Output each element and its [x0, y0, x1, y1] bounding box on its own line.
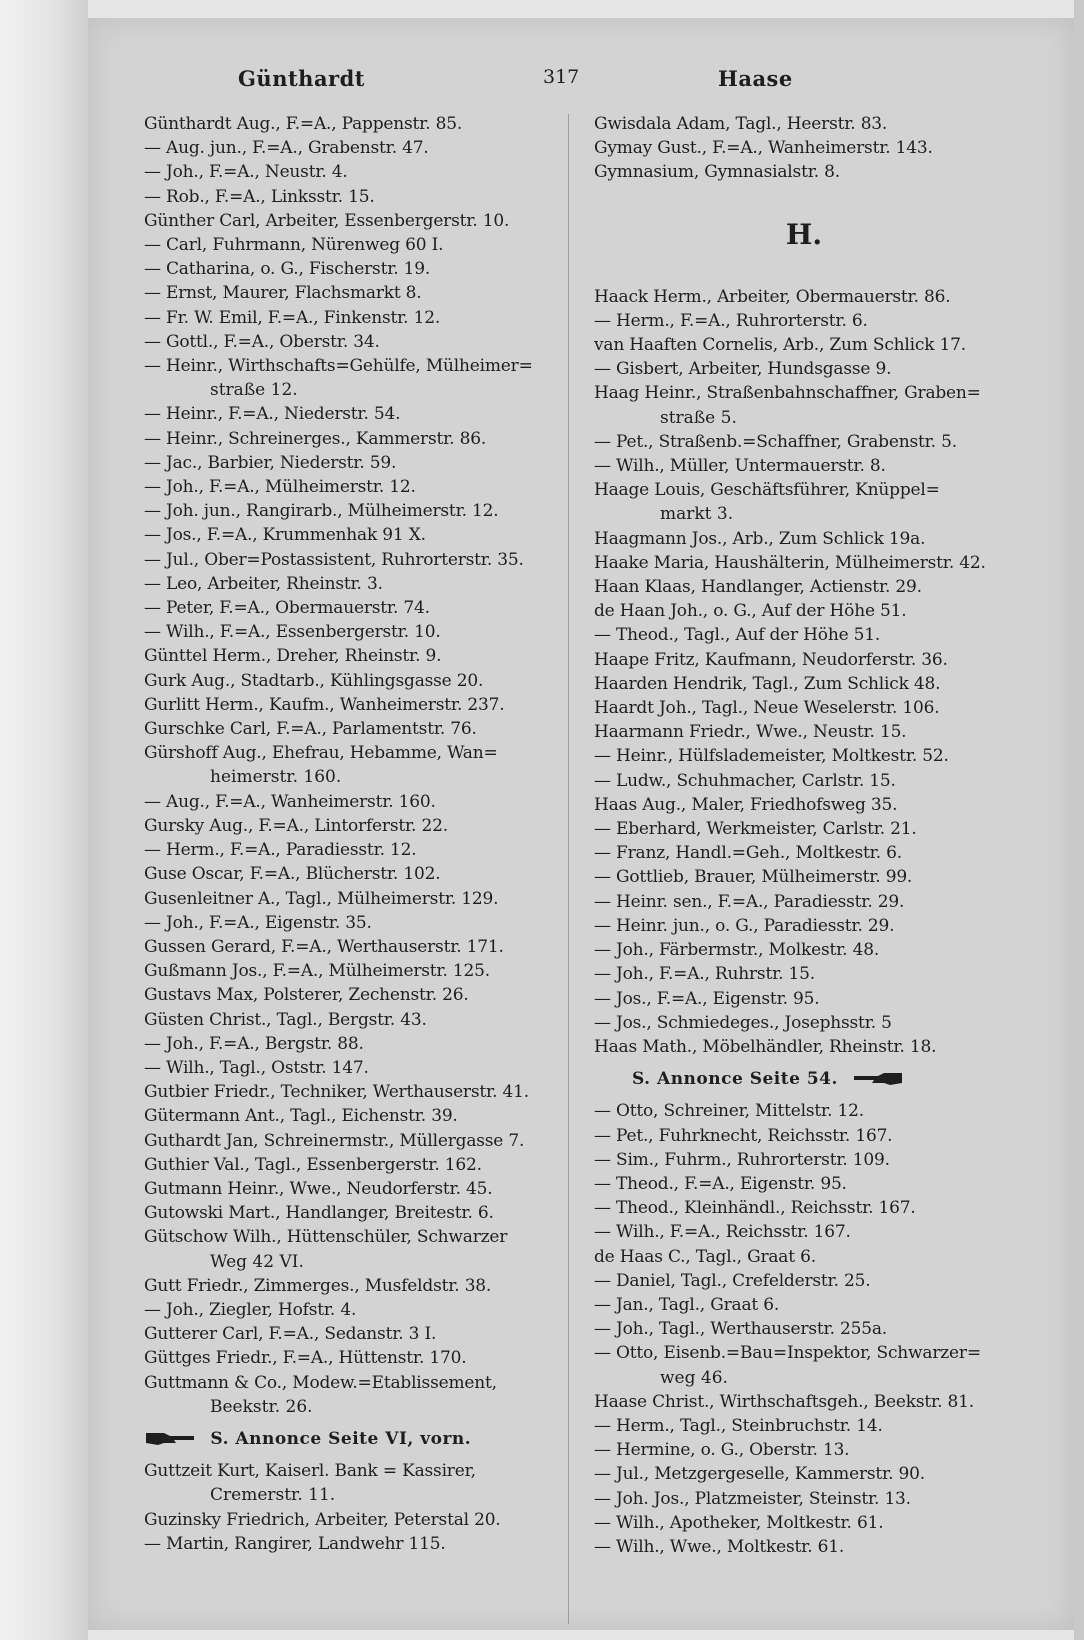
- list-item-continuation: Weg 42 VI.: [210, 1251, 304, 1272]
- list-item: — Joh. jun., Rangirarb., Mülheimerstr. 12.: [144, 501, 499, 522]
- entry-group: [594, 527, 1014, 1059]
- list-item: Gustavs Max, Polsterer, Zechenstr. 26.: [144, 985, 469, 1006]
- list-item: Haas Math., Möbelhändler, Rheinstr. 18.: [594, 1036, 937, 1057]
- list-item: — Fr. W. Emil, F.=A., Finkenstr. 12.: [144, 307, 441, 328]
- list-item: — Jos., F.=A., Krummenhak 91 X.: [144, 525, 426, 546]
- list-item: — Joh., F.=A., Neustr. 4.: [144, 162, 348, 183]
- list-item: — Theod., Kleinhändl., Reichsstr. 167.: [594, 1198, 916, 1219]
- entry-group: [594, 112, 1014, 185]
- list-item: — Gisbert, Arbeiter, Hundsgasse 9.: [594, 359, 892, 380]
- list-item: — Martin, Rangirer, Landwehr 115.: [144, 1533, 446, 1554]
- list-item: — Wilh., Tagl., Oststr. 147.: [144, 1057, 369, 1078]
- list-item-continuation: markt 3.: [660, 504, 734, 525]
- list-item: Haag Heinr., Straßenbahnschaffner, Graben=: [594, 383, 981, 404]
- list-item: Haack Herm., Arbeiter, Obermauerstr. 86.: [594, 286, 951, 307]
- list-item: — Heinr., Hülfslademeister, Moltkestr. 52.: [594, 746, 949, 767]
- list-item: Günther Carl, Arbeiter, Essenbergerstr. 10.: [144, 210, 510, 231]
- list-item: — Jos., F.=A., Eigenstr. 95.: [594, 988, 820, 1009]
- entry-group: [594, 1390, 1014, 1559]
- section-letter: H.: [785, 217, 823, 251]
- list-item: — Rob., F.=A., Linksstr. 15.: [144, 186, 375, 207]
- entry-group: [594, 430, 1014, 478]
- entry-group: [594, 285, 1014, 382]
- header-last-name: Haase: [718, 66, 793, 91]
- list-item: Günthardt Aug., F.=A., Pappenstr. 85.: [144, 114, 463, 134]
- list-item: — Wilh., Apotheker, Moltkestr. 61.: [594, 1512, 884, 1533]
- list-item: — Jul., Metzgergeselle, Kammerstr. 90.: [594, 1464, 925, 1485]
- advertisement-text: S. Annonce Seite VI, vorn.: [210, 1428, 472, 1449]
- list-item: Gütermann Ant., Tagl., Eichenstr. 39.: [144, 1106, 458, 1127]
- page-number: 317: [543, 66, 580, 88]
- list-item: — Joh. Jos., Platzmeister, Steinstr. 13.: [594, 1488, 911, 1509]
- list-item: — Ludw., Schuhmacher, Carlstr. 15.: [594, 770, 896, 791]
- list-item: — Herm., F.=A., Ruhrorterstr. 6.: [594, 310, 868, 331]
- list-item: — Jul., Ober=Postassistent, Ruhrorterstr. 35.: [144, 549, 524, 570]
- list-item: — Gottl., F.=A., Oberstr. 34.: [144, 331, 380, 352]
- list-item: — Otto, Eisenb.=Bau=Inspektor, Schwarzer=: [594, 1343, 981, 1364]
- list-item: — Joh., F.=A., Eigenstr. 35.: [144, 912, 372, 933]
- list-item: van Haaften Cornelis, Arb., Zum Schlick 17.: [594, 335, 966, 356]
- list-item: — Joh., F.=A., Bergstr. 88.: [144, 1033, 364, 1054]
- list-item: Haagmann Jos., Arb., Zum Schlick 19a.: [594, 528, 926, 549]
- list-item: — Joh., Tagl., Werthauserstr. 255a.: [594, 1319, 887, 1340]
- list-item: Haase Christ., Wirthschaftsgeh., Beekstr. 81.: [594, 1391, 974, 1412]
- list-item: Guttmann & Co., Modew.=Etablissement,: [144, 1372, 497, 1393]
- entry-group: [144, 112, 574, 354]
- list-item-continuation: straße 5.: [660, 407, 737, 428]
- list-item: — Theod., Tagl., Auf der Höhe 51.: [594, 625, 881, 646]
- list-item: — Jos., Schmiedeges., Josephsstr. 5: [594, 1012, 892, 1033]
- pointing-hand-icon: [852, 1069, 904, 1087]
- list-item: — Herm., F.=A., Paradiesstr. 12.: [144, 840, 417, 861]
- list-item: Gurlitt Herm., Kaufm., Wanheimerstr. 237.: [144, 694, 505, 715]
- list-item: — Theod., F.=A., Eigenstr. 95.: [594, 1173, 847, 1194]
- list-item: Haarmann Friedr., Wwe., Neustr. 15.: [594, 722, 907, 743]
- list-item: — Hermine, o. G., Oberstr. 13.: [594, 1440, 850, 1461]
- right-column: [594, 112, 1014, 1559]
- list-item-continuation: Beekstr. 26.: [210, 1396, 313, 1417]
- list-item: Guthardt Jan, Schreinermstr., Müllergasse 7.: [144, 1130, 525, 1151]
- list-item: — Jan., Tagl., Graat 6.: [594, 1294, 780, 1315]
- entry-group: [594, 1099, 1014, 1341]
- list-item: Gursky Aug., F.=A., Lintorferstr. 22.: [144, 815, 448, 836]
- entry-group: [144, 402, 574, 741]
- list-item: Haake Maria, Haushälterin, Mülheimerstr. 42.: [594, 552, 986, 573]
- list-item: de Haan Joh., o. G., Auf der Höhe 51.: [594, 601, 907, 622]
- list-item: — Sim., Fuhrm., Ruhrorterstr. 109.: [594, 1149, 890, 1170]
- advertisement-notice: [144, 1419, 574, 1459]
- entry-group: [144, 1508, 574, 1556]
- list-item: — Peter, F.=A., Obermauerstr. 74.: [144, 598, 430, 619]
- list-item: — Aug., F.=A., Wanheimerstr. 160.: [144, 791, 436, 812]
- list-item: Gütschow Wilh., Hüttenschüler, Schwarzer: [144, 1227, 508, 1248]
- list-item-continuation: weg 46.: [660, 1367, 728, 1388]
- page-edge-left: [0, 0, 88, 1640]
- list-item: — Catharina, o. G., Fischerstr. 19.: [144, 259, 431, 280]
- list-item: — Wilh., F.=A., Reichsstr. 167.: [594, 1222, 851, 1243]
- list-item: Gutmann Heinr., Wwe., Neudorferstr. 45.: [144, 1178, 493, 1199]
- list-item: Gymnasium, Gymnasialstr. 8.: [594, 162, 840, 183]
- list-item: — Pet., Straßenb.=Schaffner, Grabenstr. 5.: [594, 431, 957, 452]
- list-item: — Wilh., F.=A., Essenbergerstr. 10.: [144, 622, 441, 643]
- left-column: [144, 112, 574, 1556]
- address-book-page: [88, 18, 1074, 1630]
- page-edge-right: [1074, 0, 1084, 1640]
- list-item: — Carl, Fuhrmann, Nürenweg 60 I.: [144, 235, 444, 256]
- list-item: — Heinr., Schreinerges., Kammerstr. 86.: [144, 428, 487, 449]
- list-item-continuation: Cremerstr. 11.: [210, 1485, 336, 1506]
- list-item: Guse Oscar, F.=A., Blücherstr. 102.: [144, 864, 441, 885]
- list-item: — Heinr., F.=A., Niederstr. 54.: [144, 404, 401, 425]
- list-item: Gusenleitner A., Tagl., Mülheimerstr. 129.: [144, 888, 499, 909]
- list-item: — Franz, Handl.=Geh., Moltkestr. 6.: [594, 843, 902, 864]
- list-item: — Gottlieb, Brauer, Mülheimerstr. 99.: [594, 867, 913, 888]
- advertisement-notice: [594, 1059, 1014, 1099]
- list-item: — Heinr. sen., F.=A., Paradiesstr. 29.: [594, 891, 905, 912]
- list-item: Guttzeit Kurt, Kaiserl. Bank = Kassirer,: [144, 1461, 476, 1482]
- list-item: — Otto, Schreiner, Mittelstr. 12.: [594, 1101, 864, 1122]
- list-item: Gwisdala Adam, Tagl., Heerstr. 83.: [594, 114, 888, 134]
- header-first-name: Günthardt: [238, 66, 365, 91]
- list-item: Gutt Friedr., Zimmerges., Musfeldstr. 38.: [144, 1275, 492, 1296]
- list-item: Guthier Val., Tagl., Essenbergerstr. 162.: [144, 1154, 482, 1175]
- list-item: — Ernst, Maurer, Flachsmarkt 8.: [144, 283, 422, 304]
- list-item: Gutowski Mart., Handlanger, Breitestr. 6.: [144, 1203, 494, 1224]
- list-item: Güttges Friedr., F.=A., Hüttenstr. 170.: [144, 1348, 467, 1369]
- list-item: — Wilh., Müller, Untermauerstr. 8.: [594, 456, 886, 477]
- list-item: — Wilh., Wwe., Moltkestr. 61.: [594, 1536, 845, 1557]
- list-item: Haarden Hendrik, Tagl., Zum Schlick 48.: [594, 673, 941, 694]
- entry-group: [144, 1274, 574, 1371]
- advertisement-text: S. Annonce Seite 54.: [632, 1069, 838, 1090]
- list-item: Haas Aug., Maler, Friedhofsweg 35.: [594, 794, 898, 815]
- list-item: Günttel Herm., Dreher, Rheinstr. 9.: [144, 646, 442, 667]
- list-item: — Joh., F.=A., Ruhrstr. 15.: [594, 964, 815, 985]
- list-item: — Leo, Arbeiter, Rheinstr. 3.: [144, 573, 383, 594]
- list-item: Gussen Gerard, F.=A., Werthauserstr. 171.: [144, 936, 504, 957]
- list-item: — Daniel, Tagl., Crefelderstr. 25.: [594, 1270, 871, 1291]
- pointing-hand-icon: [144, 1429, 196, 1447]
- list-item: — Joh., F.=A., Mülheimerstr. 12.: [144, 477, 416, 498]
- list-item: — Joh., Färbermstr., Molkestr. 48.: [594, 940, 880, 961]
- list-item: Gymay Gust., F.=A., Wanheimerstr. 143.: [594, 138, 933, 159]
- list-item: Gutbier Friedr., Techniker, Werthauserstr. 41.: [144, 1082, 529, 1103]
- list-item: Gurschke Carl, F.=A., Parlamentstr. 76.: [144, 719, 477, 740]
- list-item: Haape Fritz, Kaufmann, Neudorferstr. 36.: [594, 649, 948, 670]
- list-item: Güsten Christ., Tagl., Bergstr. 43.: [144, 1009, 427, 1030]
- list-item: Gurk Aug., Stadtarb., Kühlingsgasse 20.: [144, 670, 484, 691]
- list-item: Gürshoff Aug., Ehefrau, Hebamme, Wan=: [144, 743, 498, 764]
- list-item: Haardt Joh., Tagl., Neue Weselerstr. 106.: [594, 698, 940, 719]
- list-item: Gutterer Carl, F.=A., Sedanstr. 3 I.: [144, 1324, 437, 1345]
- list-item: — Aug. jun., F.=A., Grabenstr. 47.: [144, 138, 429, 159]
- entry-group: [144, 790, 574, 1226]
- list-item: — Pet., Fuhrknecht, Reichsstr. 167.: [594, 1125, 893, 1146]
- list-item: Haan Klaas, Handlanger, Actienstr. 29.: [594, 577, 922, 598]
- list-item-continuation: straße 12.: [210, 380, 298, 401]
- list-item: de Haas C., Tagl., Graat 6.: [594, 1246, 816, 1267]
- list-item: — Eberhard, Werkmeister, Carlstr. 21.: [594, 819, 917, 840]
- list-item: — Heinr., Wirthschafts=Gehülfe, Mülheimer=: [144, 356, 533, 377]
- list-item: — Jac., Barbier, Niederstr. 59.: [144, 452, 397, 473]
- list-item: Guzinsky Friedrich, Arbeiter, Peterstal 20.: [144, 1509, 501, 1530]
- list-item: Haage Louis, Geschäftsführer, Knüppel=: [594, 480, 940, 501]
- list-item: Gußmann Jos., F.=A., Mülheimerstr. 125.: [144, 961, 490, 982]
- list-item: — Herm., Tagl., Steinbruchstr. 14.: [594, 1415, 883, 1436]
- list-item-continuation: heimerstr. 160.: [210, 767, 342, 788]
- page-header: [88, 66, 1074, 100]
- list-item: — Joh., Ziegler, Hofstr. 4.: [144, 1299, 357, 1320]
- list-item: — Heinr. jun., o. G., Paradiesstr. 29.: [594, 915, 895, 936]
